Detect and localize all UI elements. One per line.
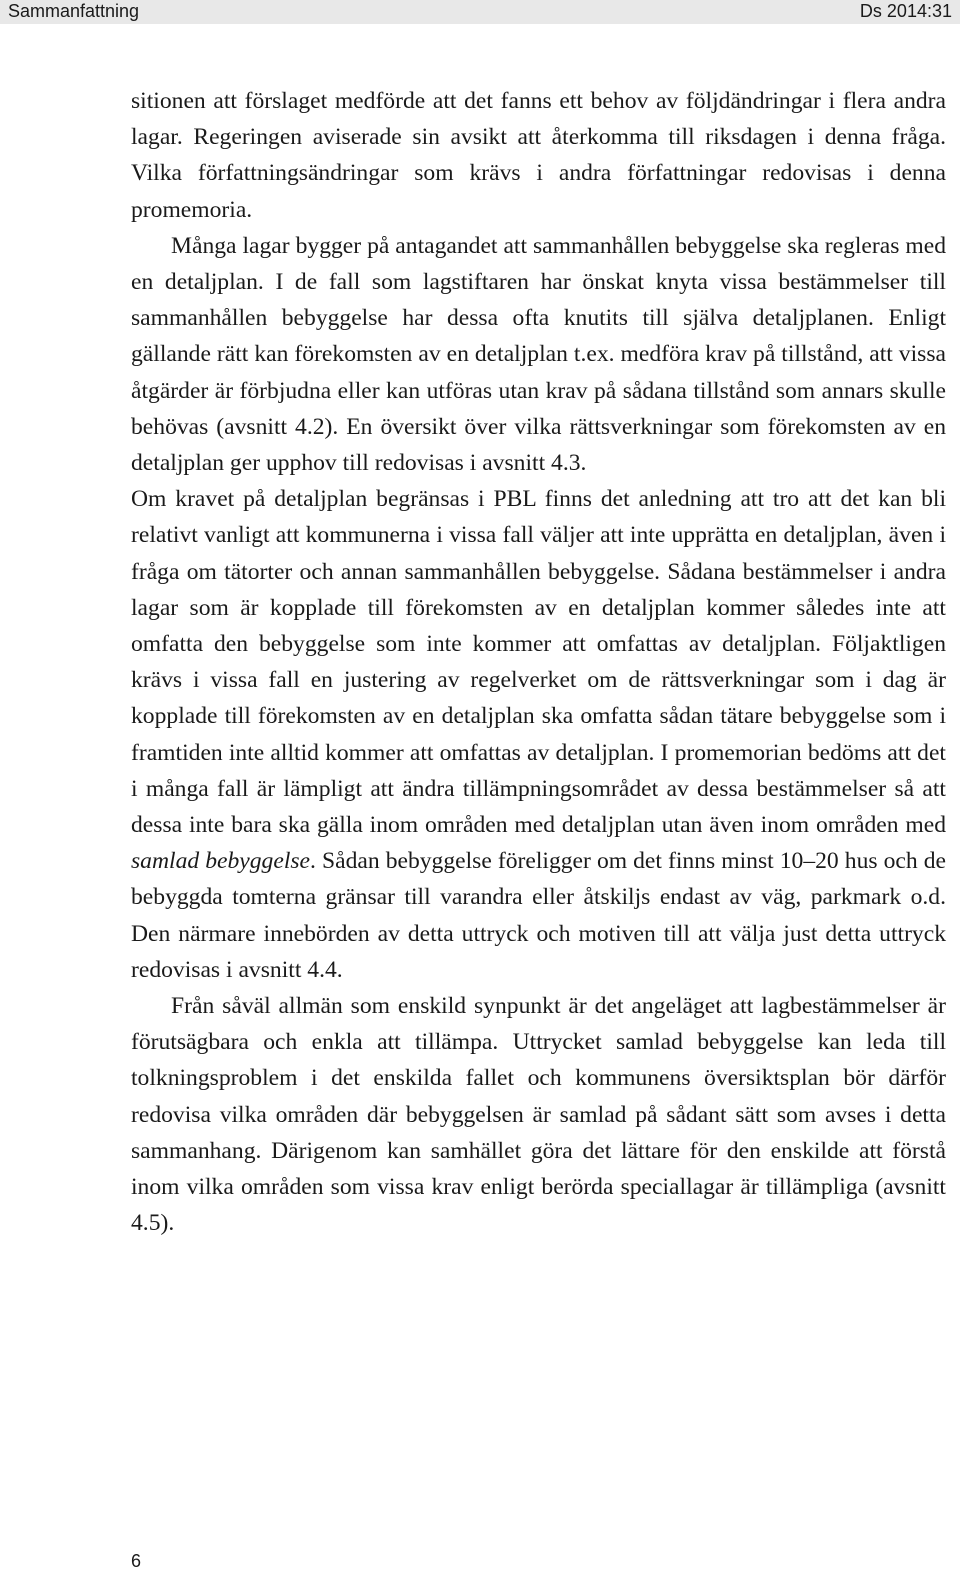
- section-title: Sammanfattning: [8, 1, 140, 21]
- paragraph-text: Om kravet på detaljplan begränsas i PBL finns det anledning att tro att det kan bli relativt vanligt att kommunerna i vissa fall väljer att inte upprätta en detaljplan, även i fråga om tätorter och annan sammanhållen bebyggelse. Sådana bestämmelser i andra lagar som är kopplade till förekomsten av en detaljplan kommer således inte att omfatta den bebyggelse som inte kommer att omfattas av detaljplan. Följaktligen krävs i vissa fall en justering av regelverket om de rättsverkningar som i dag är kopplade till förekomsten av en detaljplan ska omfatta sådan tätare bebyggelse som i framtiden inte alltid kommer att omfattas av detaljplan. I promemorian bedöms att det i många fall är lämpligt att ändra tillämpningsområdet av dessa bestämmelser så att dessa inte bara ska gälla inom områden med detaljplan utan även inom områden med: [131, 486, 946, 839]
- paragraph: Från såväl allmän som enskild synpunkt är det angeläget att lagbestämmelser är förutsägbara och enkla att tillämpa. Uttrycket samlad bebyggelse kan leda till tolkningsproblem i det enskilda fallet och kommunens översiktsplan bör därför redovisa vilka områden där bebyggelsen är samlad på sådant sätt som avses i detta sammanhang. Därigenom kan samhället göra det lättare för den enskilde att förstå inom vilka områden som vissa krav enligt berörda speciallagar är tillämpliga (avsnitt 4.5).: [131, 993, 946, 1237]
- emphasis-term: samlad bebyggelse: [131, 848, 311, 875]
- document-id: Ds 2014:31: [859, 1, 952, 21]
- page-number: 6: [131, 1551, 142, 1571]
- body-text: [131, 83, 946, 1242]
- paragraph: Många lagar bygger på antagandet att sammanhållen bebyggelse ska regleras med en detaljplan. I de fall som lagstiftaren har önskat knyta vissa bestämmelser till sammanhållen bebyggelse har dessa ofta knutits till själva detaljplanen. Enligt gällande rätt kan förekomsten av en detaljplan t.ex. medföra krav på tillstånd, att vissa åtgärder är förbjudna eller kan utföras utan krav på sådana tillstånd som annars skulle behövas (avsnitt 4.2). En översikt över vilka rättsverkningar som förekomsten av en detaljplan ger upphov till redovisas i avsnitt 4.3.: [131, 232, 946, 477]
- paragraph: sitionen att förslaget medförde att det fanns ett behov av följdändringar i flera andra lagar. Regeringen aviserade sin avsikt att återkomma till riksdagen i denna fråga. Vilka författningsändringar som krävs i andra författningar redovisas i denna promemoria.: [131, 88, 946, 223]
- running-header: [0, 0, 960, 24]
- paragraph-text: . Sådan bebyggelse föreligger om det finns minst 10–20 hus och de bebyggda tomterna gränsar till varandra eller åtskiljs endast av väg, parkmark o.d. Den närmare innebörden av detta uttryck och motiven till att välja just detta uttryck redovisas i avsnitt 4.4.: [131, 848, 946, 983]
- paragraph: [131, 481, 946, 988]
